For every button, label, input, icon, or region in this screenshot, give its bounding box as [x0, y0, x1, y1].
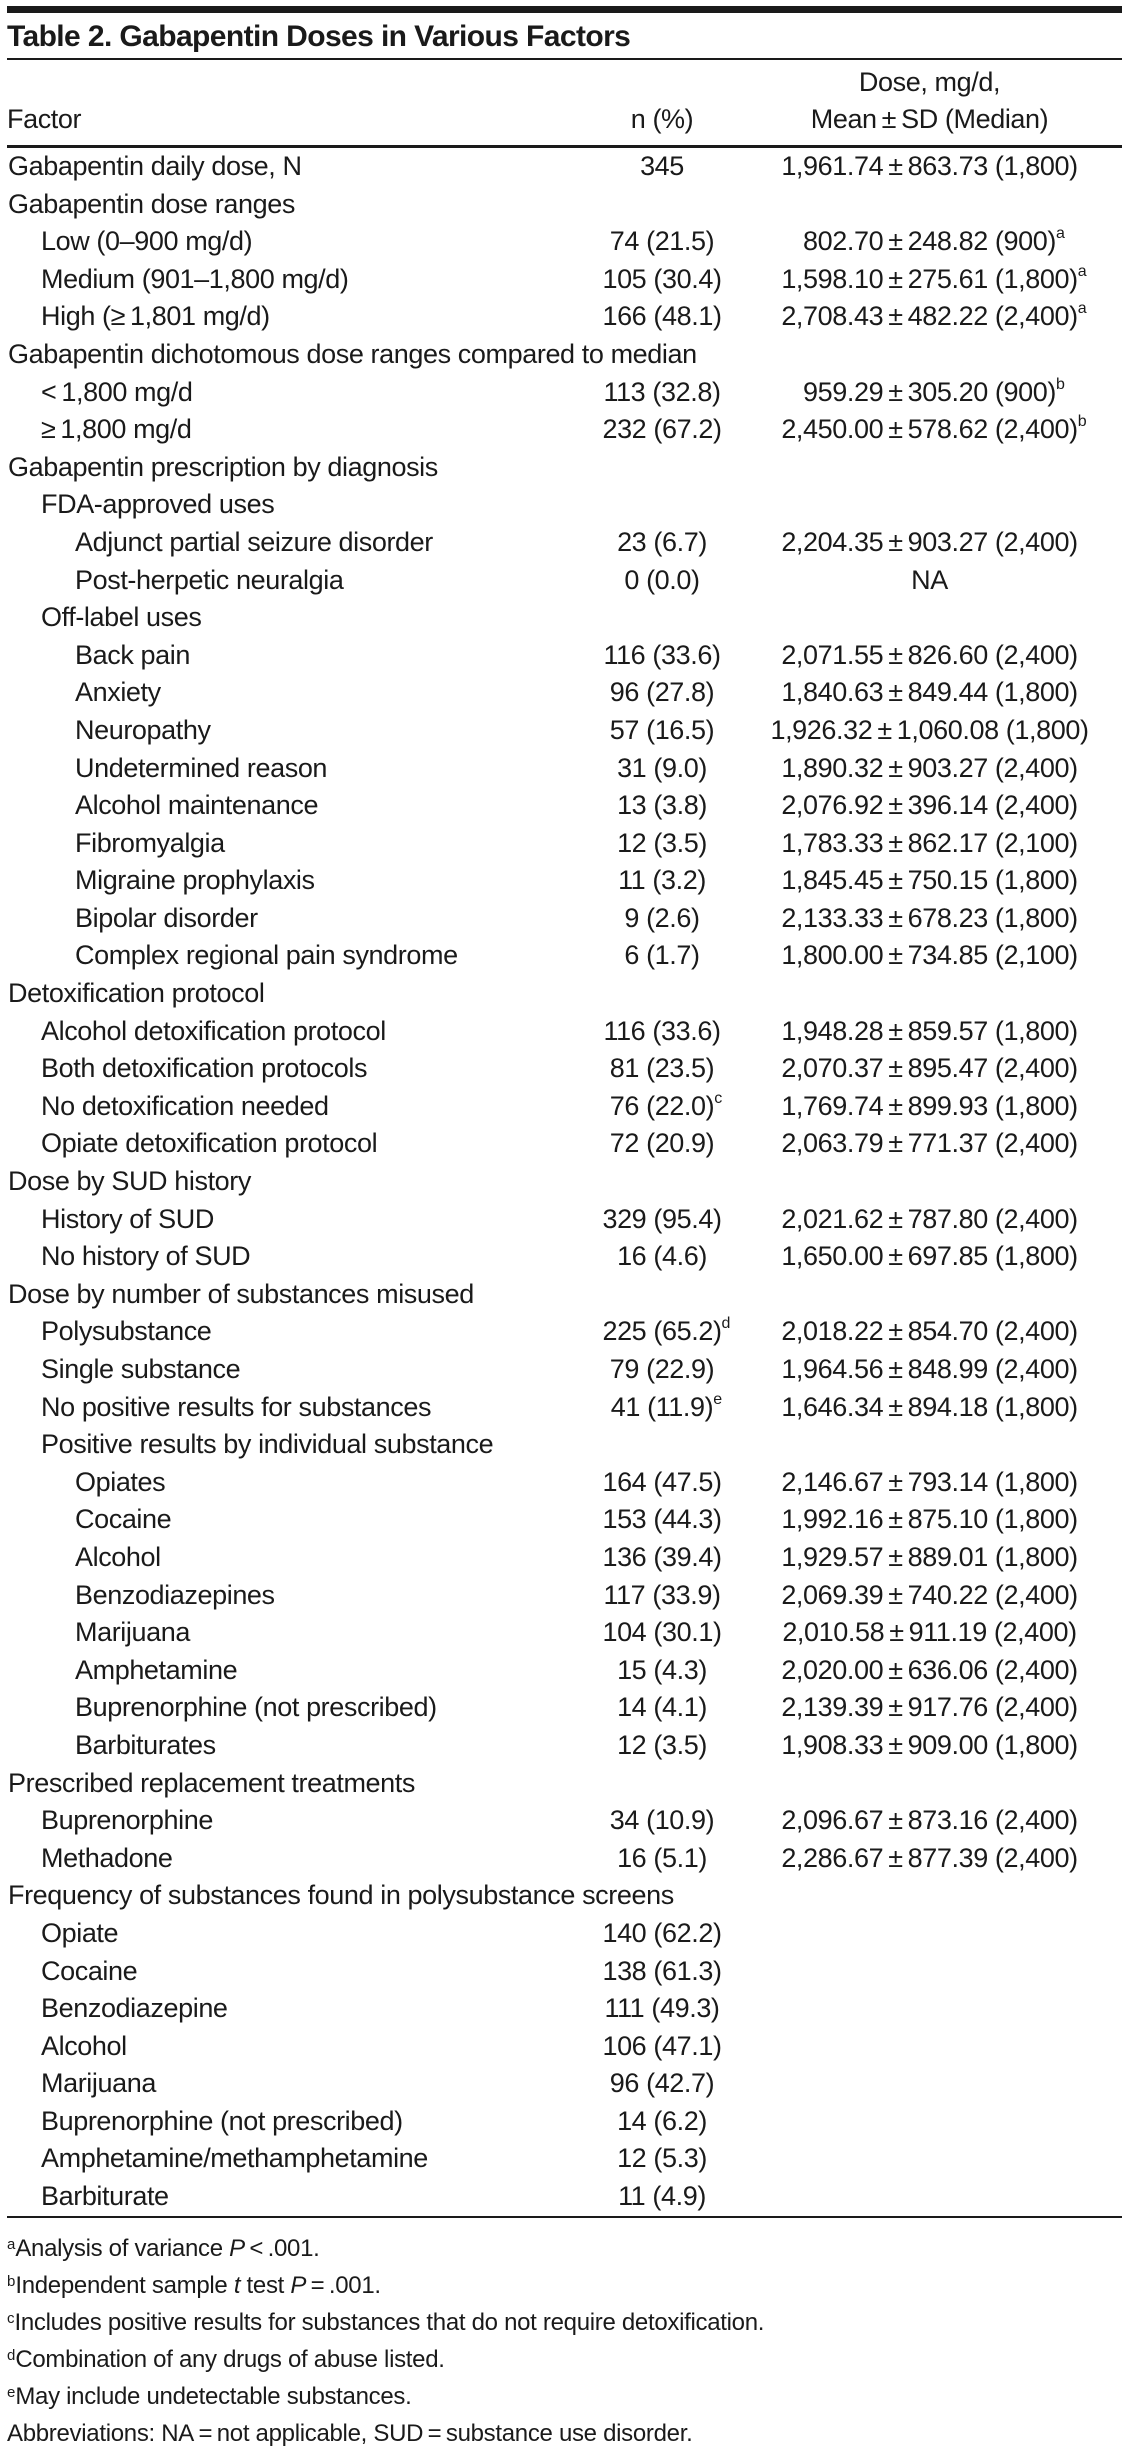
- table-row: [7, 750, 1122, 788]
- dose-cell: [737, 1915, 1122, 1953]
- n-cell: 153 (44.3): [602, 1504, 722, 1535]
- factor-cell: Cocaine: [75, 1504, 172, 1535]
- table-row: [7, 975, 1122, 1013]
- dose-cell: 2,139.39 ± 917.76 (2,400): [781, 1692, 1078, 1723]
- dose-cell: 1,800.00 ± 734.85 (2,100): [781, 940, 1078, 971]
- footnote-text: Combination of any drugs of abuse listed.: [15, 2345, 445, 2373]
- dose-cell: 2,204.35 ± 903.27 (2,400): [781, 526, 1078, 557]
- factor-cell: FDA-approved uses: [41, 489, 275, 520]
- n-cell: 57 (16.5): [609, 714, 715, 745]
- dose-cell: 2,146.67 ± 793.14 (1,800): [781, 1466, 1078, 1497]
- factor-cell: Bipolar disorder: [75, 902, 258, 933]
- footnote-marker: a: [1077, 262, 1087, 280]
- factor-cell: Cocaine: [41, 1955, 138, 1986]
- factor-cell: History of SUD: [41, 1203, 214, 1234]
- table-row: [7, 1915, 1122, 1953]
- n-cell: 41 (11.9) e: [610, 1390, 723, 1422]
- factor-cell: Back pain: [75, 639, 190, 670]
- n-cell: 113 (32.8): [603, 376, 721, 407]
- table-row: [7, 1727, 1122, 1765]
- n-cell: 166 (48.1): [602, 301, 722, 332]
- footnote-marker: b: [1077, 413, 1087, 431]
- dose-cell: 959.29 ± 305.20 (900) b: [803, 375, 1065, 407]
- footnote-text: May include undetectable substances.: [15, 2382, 412, 2410]
- factor-cell: Benzodiazepine: [41, 1993, 228, 2024]
- table-row: [7, 937, 1122, 975]
- factor-cell: Medium (901–1,800 mg/d): [41, 263, 349, 294]
- n-cell: 96 (27.8): [609, 677, 715, 708]
- dose-cell: 802.70 ± 248.82 (900) a: [803, 225, 1065, 257]
- dose-cell: 2,076.92 ± 396.14 (2,400): [781, 790, 1078, 821]
- factor-cell: Dose by number of substances misused: [8, 1278, 474, 1309]
- n-cell: 116 (33.6): [603, 1015, 721, 1046]
- footnote-line: [7, 2413, 1122, 2450]
- factor-cell: Buprenorphine (not prescribed): [41, 2105, 403, 2136]
- n-cell: 14 (4.1): [617, 1692, 707, 1723]
- factor-cell: Buprenorphine (not prescribed): [75, 1692, 437, 1723]
- table-row: [7, 1614, 1122, 1652]
- factor-cell: Both detoxification protocols: [41, 1053, 368, 1084]
- dose-cell: 1,598.10 ± 275.61 (1,800) a: [781, 262, 1087, 294]
- dose-cell: 1,948.28 ± 859.57 (1,800): [781, 1015, 1078, 1046]
- n-cell: 72 (20.9): [609, 1128, 715, 1159]
- table-row: [7, 2028, 1122, 2066]
- dose-cell: [737, 486, 1122, 524]
- n-cell: 16 (5.1): [617, 1842, 707, 1873]
- n-cell: 12 (3.5): [617, 1729, 707, 1760]
- dose-cell: [737, 336, 1122, 374]
- table-row: [7, 449, 1122, 487]
- table-row: [7, 674, 1122, 712]
- factor-cell: Gabapentin daily dose, N: [8, 151, 302, 181]
- factor-cell: Fibromyalgia: [75, 827, 225, 858]
- factor-cell: Alcohol detoxification protocol: [41, 1015, 386, 1046]
- n-cell: 232 (67.2): [602, 414, 722, 445]
- dose-cell: 1,992.16 ± 875.10 (1,800): [781, 1504, 1078, 1535]
- factor-cell: Anxiety: [75, 677, 161, 708]
- table-row: [7, 2103, 1122, 2141]
- factor-cell: Alcohol: [41, 2030, 127, 2061]
- factor-cell: Low (0–900 mg/d): [41, 226, 253, 257]
- table-body: [7, 148, 1122, 2216]
- table-row: [7, 261, 1122, 299]
- dose-cell: [737, 1276, 1122, 1314]
- dose-cell: 2,018.22 ± 854.70 (2,400): [781, 1316, 1078, 1347]
- n-cell: 34 (10.9): [609, 1805, 715, 1836]
- table-row: [7, 298, 1122, 336]
- factor-cell: Positive results by individual substance: [41, 1429, 494, 1460]
- footnote-marker: a: [1077, 300, 1087, 318]
- factor-cell: No detoxification needed: [41, 1090, 329, 1121]
- dose-cell: 1,964.56 ± 848.99 (2,400): [781, 1354, 1078, 1384]
- table-row: [7, 862, 1122, 900]
- footnote-text: < .001.: [244, 2234, 320, 2262]
- dose-cell: 1,890.32 ± 903.27 (2,400): [781, 752, 1078, 783]
- factor-cell: Barbiturates: [75, 1729, 216, 1760]
- table-row: [7, 599, 1122, 637]
- factor-cell: Dose by SUD history: [8, 1166, 251, 1197]
- factor-cell: Marijuana: [75, 1617, 190, 1648]
- dose-cell: [737, 975, 1122, 1013]
- table-row: [7, 1426, 1122, 1464]
- footnote-text: Includes positive results for substances that do not require detoxification.: [14, 2308, 765, 2336]
- table-row: [7, 1652, 1122, 1690]
- n-cell: 76 (22.0) c: [609, 1089, 723, 1121]
- factor-cell: Detoxification protocol: [8, 978, 265, 1009]
- n-cell: 11 (3.2): [618, 865, 706, 896]
- factor-cell: Gabapentin dichotomous dose ranges compared to median: [8, 338, 697, 369]
- dose-cell: 1,840.63 ± 849.44 (1,800): [781, 677, 1078, 708]
- factor-cell: Prescribed replacement treatments: [8, 1767, 415, 1798]
- footnote-line: [7, 2265, 1122, 2302]
- footnote-text: P: [229, 2234, 245, 2262]
- factor-cell: Adjunct partial seizure disorder: [75, 526, 433, 557]
- footnote-text: t: [233, 2271, 241, 2299]
- dose-cell: [737, 1953, 1122, 1991]
- footnote-marker: c: [714, 1089, 723, 1107]
- n-cell: 0 (0.0): [624, 564, 700, 595]
- factor-cell: < 1,800 mg/d: [41, 376, 193, 407]
- n-cell: 6 (1.7): [624, 940, 700, 971]
- factor-cell: Off-label uses: [41, 602, 202, 633]
- n-cell: 345: [640, 151, 684, 181]
- footnote-text: Analysis of variance: [15, 2234, 230, 2262]
- table-row: [7, 1163, 1122, 1201]
- n-cell: [587, 1765, 737, 1803]
- table-row: [7, 825, 1122, 863]
- table-row: [7, 1088, 1122, 1126]
- dose-cell: [737, 1990, 1122, 2028]
- factor-cell: Marijuana: [41, 2068, 156, 2099]
- footnote-marker: e: [7, 2383, 16, 2401]
- factor-cell: Opiate detoxification protocol: [41, 1128, 378, 1159]
- footnote-text: Independent sample: [15, 2271, 234, 2299]
- table-row: [7, 186, 1122, 224]
- dose-cell: 2,450.00 ± 578.62 (2,400) b: [781, 413, 1087, 445]
- n-cell: 79 (22.9): [609, 1354, 715, 1384]
- factor-cell: Frequency of substances found in polysubstance screens: [8, 1880, 674, 1911]
- dose-cell: [737, 1877, 1122, 1915]
- factor-cell: ≥ 1,800 mg/d: [41, 414, 192, 445]
- table-row: [7, 223, 1122, 261]
- dose-cell: 2,096.67 ± 873.16 (2,400): [781, 1805, 1078, 1836]
- footnote-marker: d: [721, 1315, 731, 1333]
- footnote-marker: c: [7, 2309, 15, 2327]
- dose-cell: 1,929.57 ± 889.01 (1,800): [781, 1541, 1078, 1572]
- n-cell: 13 (3.8): [617, 790, 707, 821]
- table-row: [7, 2140, 1122, 2178]
- dose-cell: [737, 1426, 1122, 1464]
- table-row: [7, 1201, 1122, 1239]
- table-row: [7, 411, 1122, 449]
- factor-cell: Opiates: [75, 1466, 166, 1497]
- n-cell: 31 (9.0): [617, 752, 707, 783]
- n-cell: 136 (39.4): [602, 1541, 722, 1572]
- table-row: [7, 712, 1122, 750]
- factor-cell: Benzodiazepines: [75, 1579, 275, 1610]
- table-row: [7, 486, 1122, 524]
- table-title: Table 2. Gabapentin Doses in Various Factors: [7, 20, 631, 53]
- footnote-marker: b: [1055, 375, 1065, 393]
- n-cell: 138 (61.3): [602, 1955, 722, 1986]
- dose-cell: 2,133.33 ± 678.23 (1,800): [781, 902, 1078, 933]
- dose-cell: [737, 186, 1122, 224]
- table-row: [7, 1689, 1122, 1727]
- dose-cell: 2,286.67 ± 877.39 (2,400): [781, 1842, 1078, 1873]
- n-cell: 15 (4.3): [617, 1654, 707, 1685]
- n-cell: [587, 1163, 737, 1201]
- factor-cell: Opiate: [41, 1917, 119, 1948]
- n-cell: [587, 1276, 737, 1314]
- footnote-marker: a: [1055, 225, 1065, 243]
- n-cell: [587, 486, 737, 524]
- factor-cell: High (≥ 1,801 mg/d): [41, 301, 270, 332]
- factor-cell: Barbiturate: [41, 2181, 169, 2212]
- dose-cell: [737, 2178, 1122, 2216]
- table-row: [7, 2065, 1122, 2103]
- column-header-n: n (%): [630, 104, 694, 134]
- table-row: [7, 336, 1122, 374]
- table-row: [7, 1013, 1122, 1051]
- factor-cell: Migraine prophylaxis: [75, 865, 315, 896]
- table-row: [7, 2178, 1122, 2216]
- n-cell: [587, 186, 737, 224]
- factor-cell: Alcohol: [75, 1541, 161, 1572]
- factor-cell: Gabapentin dose ranges: [8, 188, 295, 219]
- n-cell: 23 (6.7): [617, 526, 707, 557]
- table-row: [7, 1501, 1122, 1539]
- table-row: [7, 1351, 1122, 1389]
- footnote-line: [7, 2376, 1122, 2413]
- dose-cell: 1,769.74 ± 899.93 (1,800): [781, 1090, 1078, 1121]
- dose-cell: 2,070.37 ± 895.47 (2,400): [781, 1053, 1078, 1084]
- table-row: [7, 1802, 1122, 1840]
- n-cell: 225 (65.2) d: [602, 1315, 731, 1347]
- factor-cell: Neuropathy: [75, 714, 211, 745]
- table-row: [7, 562, 1122, 600]
- dose-cell: 2,708.43 ± 482.22 (2,400) a: [781, 300, 1087, 332]
- dose-cell: [737, 2028, 1122, 2066]
- dose-cell: 1,783.33 ± 862.17 (2,100): [781, 827, 1078, 858]
- dose-cell: [737, 449, 1122, 487]
- table-row: [7, 1050, 1122, 1088]
- n-cell: 12 (5.3): [617, 2143, 707, 2174]
- n-cell: 81 (23.5): [609, 1053, 715, 1084]
- table-row: [7, 1840, 1122, 1878]
- dose-cell: [737, 599, 1122, 637]
- n-cell: [587, 975, 737, 1013]
- factor-cell: Undetermined reason: [75, 752, 328, 783]
- footnotes: [7, 2218, 1122, 2450]
- footnote-text: P: [290, 2271, 307, 2299]
- dose-cell: [737, 1163, 1122, 1201]
- table-row: [7, 787, 1122, 825]
- n-cell: 164 (47.5): [602, 1466, 722, 1497]
- footnote-text: = .001.: [306, 2271, 381, 2299]
- n-cell: 9 (2.6): [624, 902, 700, 933]
- footnote-marker: e: [713, 1390, 723, 1408]
- dose-cell: 1,926.32 ± 1,060.08 (1,800): [770, 714, 1089, 745]
- dose-cell: 1,961.74 ± 863.73 (1,800): [781, 151, 1078, 181]
- footnote-line: [7, 2228, 1122, 2265]
- dose-cell: 2,063.79 ± 771.37 (2,400): [781, 1128, 1078, 1159]
- table-row: [7, 900, 1122, 938]
- table-column-headers: [7, 60, 1122, 145]
- factor-cell: Polysubstance: [41, 1316, 212, 1347]
- table-row: [7, 637, 1122, 675]
- n-cell: 16 (4.6): [617, 1241, 707, 1272]
- table-row: [7, 1464, 1122, 1502]
- table-row: [7, 1877, 1122, 1915]
- factor-cell: Post-herpetic neuralgia: [75, 564, 344, 595]
- dose-cell: 1,646.34 ± 894.18 (1,800): [781, 1391, 1078, 1422]
- n-cell: [587, 1877, 737, 1915]
- dose-cell: [737, 2065, 1122, 2103]
- factor-cell: No history of SUD: [41, 1241, 251, 1272]
- table-row: [7, 374, 1122, 412]
- dose-cell: NA: [911, 564, 948, 595]
- table-row: [7, 1125, 1122, 1163]
- table-row: [7, 1238, 1122, 1276]
- table-row: [7, 1389, 1122, 1427]
- n-cell: [587, 599, 737, 637]
- n-cell: 329 (95.4): [602, 1203, 722, 1234]
- factor-cell: Alcohol maintenance: [75, 790, 319, 821]
- factor-cell: Gabapentin prescription by diagnosis: [8, 451, 438, 482]
- column-header-dose-line1: Dose, mg/d,: [858, 67, 1001, 97]
- table-top-bar: [7, 6, 1122, 13]
- dose-cell: [737, 2140, 1122, 2178]
- table-row: [7, 1990, 1122, 2028]
- dose-cell: 2,020.00 ± 636.06 (2,400): [781, 1654, 1078, 1685]
- table-row: [7, 524, 1122, 562]
- dose-cell: 2,071.55 ± 826.60 (2,400): [781, 639, 1078, 670]
- dose-cell: 1,845.45 ± 750.15 (1,800): [781, 865, 1078, 896]
- dose-cell: 2,010.58 ± 911.19 (2,400): [782, 1617, 1077, 1648]
- factor-cell: No positive results for substances: [41, 1391, 432, 1422]
- table-row: [7, 1765, 1122, 1803]
- factor-cell: Complex regional pain syndrome: [75, 940, 458, 971]
- n-cell: 106 (47.1): [602, 2030, 722, 2061]
- dose-cell: 1,650.00 ± 697.85 (1,800): [781, 1241, 1078, 1272]
- n-cell: 116 (33.6): [603, 639, 721, 670]
- n-cell: 11 (4.9): [618, 2181, 706, 2212]
- column-header-dose-line2: Mean ± SD (Median): [810, 104, 1049, 134]
- footnote-text: test: [240, 2271, 291, 2299]
- dose-cell: [737, 1765, 1122, 1803]
- footnote-marker: d: [7, 2346, 16, 2364]
- dose-cell: 2,069.39 ± 740.22 (2,400): [781, 1579, 1078, 1610]
- n-cell: [587, 336, 737, 374]
- dose-cell: 1,908.33 ± 909.00 (1,800): [781, 1729, 1078, 1760]
- n-cell: 14 (6.2): [617, 2105, 707, 2136]
- n-cell: 74 (21.5): [609, 226, 715, 257]
- dose-cell: [737, 2103, 1122, 2141]
- column-header-dose: [737, 64, 1122, 138]
- footnote-line: [7, 2339, 1122, 2376]
- n-cell: 105 (30.4): [602, 263, 722, 294]
- table-row: [7, 1276, 1122, 1314]
- factor-cell: Amphetamine/methamphetamine: [41, 2143, 428, 2174]
- column-header-factor: Factor: [7, 104, 82, 134]
- n-cell: 96 (42.7): [609, 2068, 715, 2099]
- n-cell: 12 (3.5): [617, 827, 707, 858]
- n-cell: 117 (33.9): [603, 1579, 721, 1610]
- footnote-text: Abbreviations: NA = not applicable, SUD = substance use disorder.: [7, 2419, 693, 2447]
- n-cell: [587, 1426, 737, 1464]
- table-row: [7, 148, 1122, 186]
- factor-cell: Buprenorphine: [41, 1805, 213, 1836]
- n-cell: 111 (49.3): [604, 1993, 720, 2024]
- factor-cell: Methadone: [41, 1842, 173, 1873]
- dose-cell: 2,021.62 ± 787.80 (2,400): [781, 1203, 1078, 1234]
- footnote-marker: a: [7, 2235, 16, 2253]
- factor-cell: Amphetamine: [75, 1654, 238, 1685]
- n-cell: 140 (62.2): [602, 1917, 722, 1948]
- table-row: [7, 1953, 1122, 1991]
- footnote-line: [7, 2302, 1122, 2339]
- footnote-marker: b: [7, 2272, 16, 2290]
- table-row: [7, 1539, 1122, 1577]
- n-cell: 104 (30.1): [602, 1617, 722, 1648]
- factor-cell: Single substance: [41, 1354, 241, 1384]
- table-row: [7, 1313, 1122, 1351]
- table-row: [7, 1577, 1122, 1615]
- n-cell: [587, 449, 737, 487]
